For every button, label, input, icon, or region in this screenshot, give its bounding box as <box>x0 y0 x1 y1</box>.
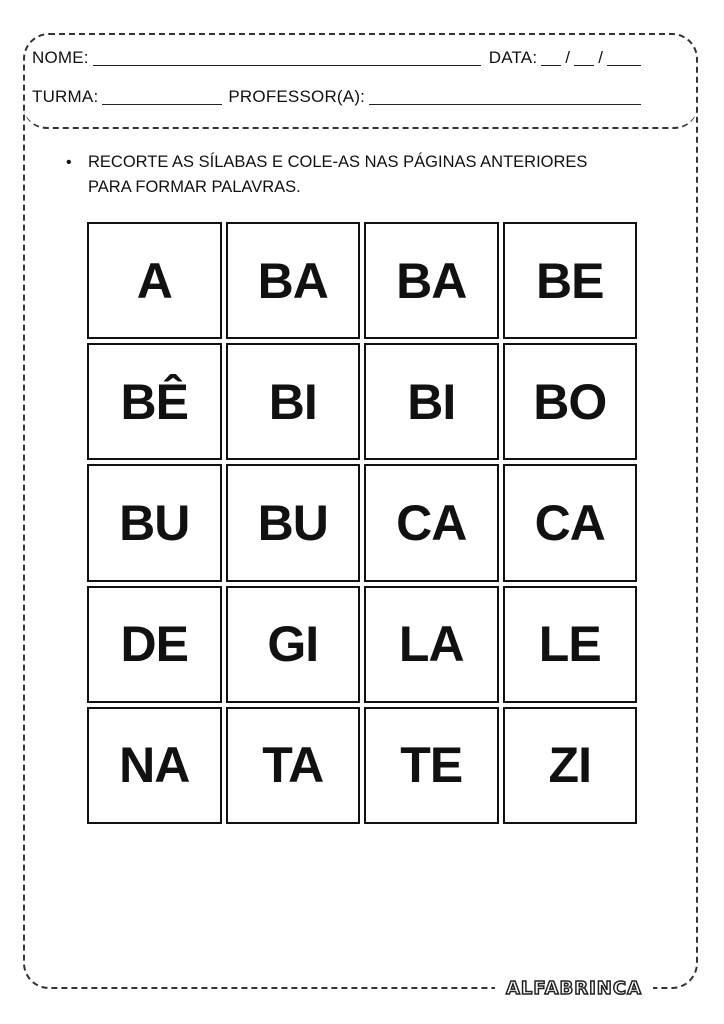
bullet-icon: • <box>66 154 72 171</box>
syllable-card[interactable]: BO <box>503 343 638 460</box>
instruction <box>66 150 666 200</box>
class-label: TURMA: <box>32 87 99 106</box>
syllable-card[interactable]: GI <box>226 586 361 703</box>
syllable-card[interactable]: TA <box>226 707 361 824</box>
alfabrinca-logo: ALFABRINCA <box>495 976 653 1000</box>
syllable-card[interactable]: BI <box>226 343 361 460</box>
syllable-card[interactable]: NA <box>87 707 222 824</box>
syllable-card[interactable]: BA <box>364 222 499 339</box>
syllable-card[interactable]: BA <box>226 222 361 339</box>
syllable-card[interactable]: BU <box>87 464 222 581</box>
syllable-card[interactable]: TE <box>364 707 499 824</box>
syllable-card[interactable]: CA <box>364 464 499 581</box>
date-year-blank[interactable] <box>607 50 641 66</box>
syllable-card[interactable]: LE <box>503 586 638 703</box>
instruction-line-2: PARA FORMAR PALAVRAS. <box>88 178 301 196</box>
syllable-card[interactable]: ZI <box>503 707 638 824</box>
class-blank[interactable] <box>102 89 222 105</box>
date-separator: / <box>598 48 604 67</box>
syllable-card[interactable]: BU <box>226 464 361 581</box>
header-row-1 <box>32 48 645 68</box>
date-day-blank[interactable] <box>541 50 561 66</box>
syllable-card[interactable]: DE <box>87 586 222 703</box>
syllable-card[interactable]: LA <box>364 586 499 703</box>
header-row-2 <box>32 87 645 107</box>
teacher-label: PROFESSOR(A): <box>228 87 366 106</box>
syllable-card[interactable]: CA <box>503 464 638 581</box>
syllable-card[interactable]: A <box>87 222 222 339</box>
instruction-line-1: RECORTE AS SÍLABAS E COLE-AS NAS PÁGINAS ANTERIORES <box>88 153 588 171</box>
syllable-card[interactable]: BE <box>503 222 638 339</box>
syllable-card[interactable]: BÊ <box>87 343 222 460</box>
date-separator: / <box>565 48 571 67</box>
teacher-blank[interactable] <box>369 89 641 105</box>
syllable-grid <box>87 222 637 824</box>
name-label: NOME: <box>32 48 89 67</box>
date-label: DATA: <box>488 48 538 67</box>
date-month-blank[interactable] <box>574 50 594 66</box>
syllable-card[interactable]: BI <box>364 343 499 460</box>
name-blank[interactable] <box>93 50 481 66</box>
